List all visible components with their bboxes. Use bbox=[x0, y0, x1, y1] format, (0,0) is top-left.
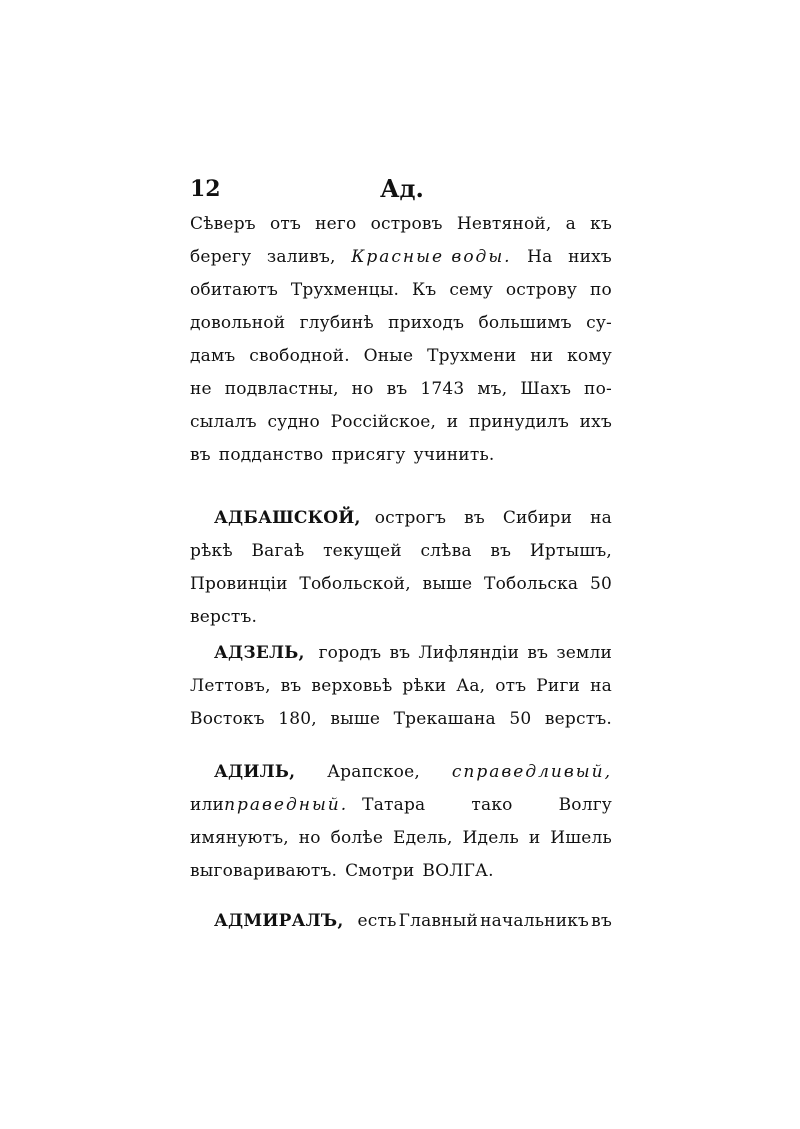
word: сему bbox=[449, 280, 493, 300]
word: Риги bbox=[536, 676, 581, 696]
text-line bbox=[190, 789, 612, 822]
word: ВОЛГА. bbox=[422, 861, 494, 881]
word: Провинціи bbox=[190, 574, 288, 594]
word: ни bbox=[530, 346, 554, 366]
word: въ bbox=[490, 541, 512, 561]
word: острову bbox=[505, 280, 578, 300]
word: присягу bbox=[331, 445, 406, 465]
word: Едель, bbox=[393, 828, 453, 848]
word: учинить. bbox=[413, 445, 495, 465]
entry-adil bbox=[190, 756, 612, 888]
word: выше bbox=[422, 574, 473, 594]
word: въ bbox=[527, 643, 549, 663]
text-line bbox=[190, 703, 612, 736]
text-line bbox=[190, 822, 612, 855]
word: въ bbox=[386, 379, 408, 399]
word: Невтяной, bbox=[456, 214, 552, 234]
running-head: Ад. bbox=[380, 174, 424, 203]
word: по bbox=[589, 280, 612, 300]
word: обитаютъ bbox=[190, 280, 278, 300]
text-line bbox=[190, 208, 612, 241]
italic-term: справедливый, bbox=[451, 762, 612, 782]
entry-admiral bbox=[190, 905, 612, 938]
word: заливъ, bbox=[266, 247, 336, 267]
word: судно bbox=[267, 412, 320, 432]
text-line bbox=[190, 241, 612, 274]
word: въ bbox=[464, 508, 485, 528]
headword: АДЗЕЛЬ, bbox=[214, 643, 305, 663]
word: Сибири bbox=[502, 508, 573, 528]
word: подвластны, bbox=[224, 379, 339, 399]
word: верстъ. bbox=[544, 709, 612, 729]
entry-first-line bbox=[190, 502, 612, 535]
word: но bbox=[298, 828, 321, 848]
word: земли bbox=[556, 643, 612, 663]
word: су- bbox=[586, 313, 612, 333]
entry-adzel bbox=[190, 637, 612, 736]
word: въ bbox=[190, 445, 211, 465]
word: къ bbox=[590, 214, 612, 234]
word: Россійское, bbox=[330, 412, 437, 432]
word: отъ bbox=[495, 676, 527, 696]
word: городъ bbox=[318, 643, 382, 663]
word: Трухмени bbox=[427, 346, 517, 366]
word: 50 bbox=[589, 574, 612, 594]
word: 50 bbox=[509, 709, 532, 729]
entry-first-line bbox=[190, 905, 612, 938]
word: имянуютъ, bbox=[190, 828, 289, 848]
headword: АДИЛЬ, bbox=[214, 762, 296, 782]
headword: АДБАШСКОЙ, bbox=[214, 508, 361, 528]
text-line bbox=[190, 406, 612, 439]
italic-term: праведный. bbox=[224, 795, 349, 815]
word: Главный bbox=[398, 911, 478, 931]
word: приходъ bbox=[388, 313, 465, 333]
text-line bbox=[190, 601, 612, 634]
word: Смотри bbox=[345, 861, 415, 881]
entry-first-line bbox=[190, 637, 612, 670]
word: и bbox=[528, 828, 541, 848]
word: принудилъ bbox=[468, 412, 570, 432]
word: кому bbox=[567, 346, 612, 366]
word: глубинѣ bbox=[299, 313, 374, 333]
word: островъ bbox=[370, 214, 443, 234]
word: Леттовъ, bbox=[190, 676, 271, 696]
entry-first-line bbox=[190, 756, 612, 789]
text-line bbox=[190, 340, 612, 373]
word: тако bbox=[471, 795, 513, 815]
word: подданство bbox=[218, 445, 324, 465]
word: въ bbox=[591, 911, 612, 931]
text-line bbox=[190, 568, 612, 601]
text-run bbox=[375, 502, 612, 535]
word: выговариваютъ. bbox=[190, 861, 338, 881]
word: Тобольской, bbox=[299, 574, 411, 594]
text-line bbox=[190, 373, 612, 406]
text-line bbox=[190, 855, 612, 888]
word: на bbox=[590, 508, 612, 528]
text-line bbox=[190, 535, 612, 568]
word: Сѣверъ bbox=[190, 214, 256, 234]
word: свободной. bbox=[249, 346, 350, 366]
word: не bbox=[190, 379, 212, 399]
text-run bbox=[319, 637, 612, 670]
word: Иртышъ, bbox=[529, 541, 612, 561]
word: начальникъ bbox=[480, 911, 590, 931]
word: въ bbox=[389, 643, 411, 663]
text-run: или bbox=[190, 795, 225, 815]
word: Лифляндіи bbox=[418, 643, 520, 663]
text-line bbox=[190, 307, 612, 340]
word: рѣкѣ bbox=[190, 541, 233, 561]
word: Идель bbox=[462, 828, 519, 848]
text-run: Арапское, bbox=[327, 762, 420, 782]
page-number: 12 bbox=[190, 176, 221, 202]
word: по- bbox=[584, 379, 612, 399]
word: Татара bbox=[362, 795, 426, 815]
entry-continuation bbox=[190, 208, 612, 472]
word: Трухменцы. bbox=[290, 280, 400, 300]
word: 1743 bbox=[420, 379, 465, 399]
word: острогъ bbox=[374, 508, 447, 528]
word: болѣе bbox=[330, 828, 384, 848]
text-line bbox=[190, 439, 612, 472]
word: Тобольска bbox=[484, 574, 579, 594]
word: Волгу bbox=[558, 795, 612, 815]
word: отъ bbox=[269, 214, 301, 234]
text-run bbox=[357, 905, 612, 938]
word: на bbox=[590, 676, 612, 696]
word: На bbox=[527, 247, 553, 267]
word: Вагаѣ bbox=[251, 541, 305, 561]
text-run bbox=[362, 789, 612, 822]
headword: АДМИРАЛЪ, bbox=[214, 911, 344, 931]
word: Ишель bbox=[550, 828, 612, 848]
word: есть bbox=[357, 911, 397, 931]
word: слѣва bbox=[420, 541, 472, 561]
word: и bbox=[446, 412, 459, 432]
word: выше bbox=[330, 709, 381, 729]
word: Шахъ bbox=[520, 379, 572, 399]
text-line bbox=[190, 274, 612, 307]
word: Трекашана bbox=[393, 709, 496, 729]
word: верстъ. bbox=[190, 607, 258, 627]
italic-term: Красные воды. bbox=[351, 247, 512, 267]
word: берегу bbox=[190, 247, 252, 267]
word: верховьѣ bbox=[311, 676, 393, 696]
word: него bbox=[315, 214, 357, 234]
word: Востокъ bbox=[190, 709, 265, 729]
word: но bbox=[351, 379, 374, 399]
word: довольной bbox=[190, 313, 286, 333]
entry-adbashskoi bbox=[190, 502, 612, 634]
word: Аа, bbox=[456, 676, 486, 696]
word: 180, bbox=[278, 709, 317, 729]
word: Оные bbox=[363, 346, 414, 366]
word: сылалъ bbox=[190, 412, 257, 432]
word: Къ bbox=[412, 280, 437, 300]
word: нихъ bbox=[568, 247, 612, 267]
word: ихъ bbox=[579, 412, 612, 432]
word: въ bbox=[280, 676, 302, 696]
word: большимъ bbox=[478, 313, 572, 333]
word: текущей bbox=[323, 541, 402, 561]
word: дамъ bbox=[190, 346, 236, 366]
word: рѣки bbox=[402, 676, 447, 696]
word: а bbox=[565, 214, 577, 234]
text-line bbox=[190, 670, 612, 703]
word: мъ, bbox=[477, 379, 508, 399]
